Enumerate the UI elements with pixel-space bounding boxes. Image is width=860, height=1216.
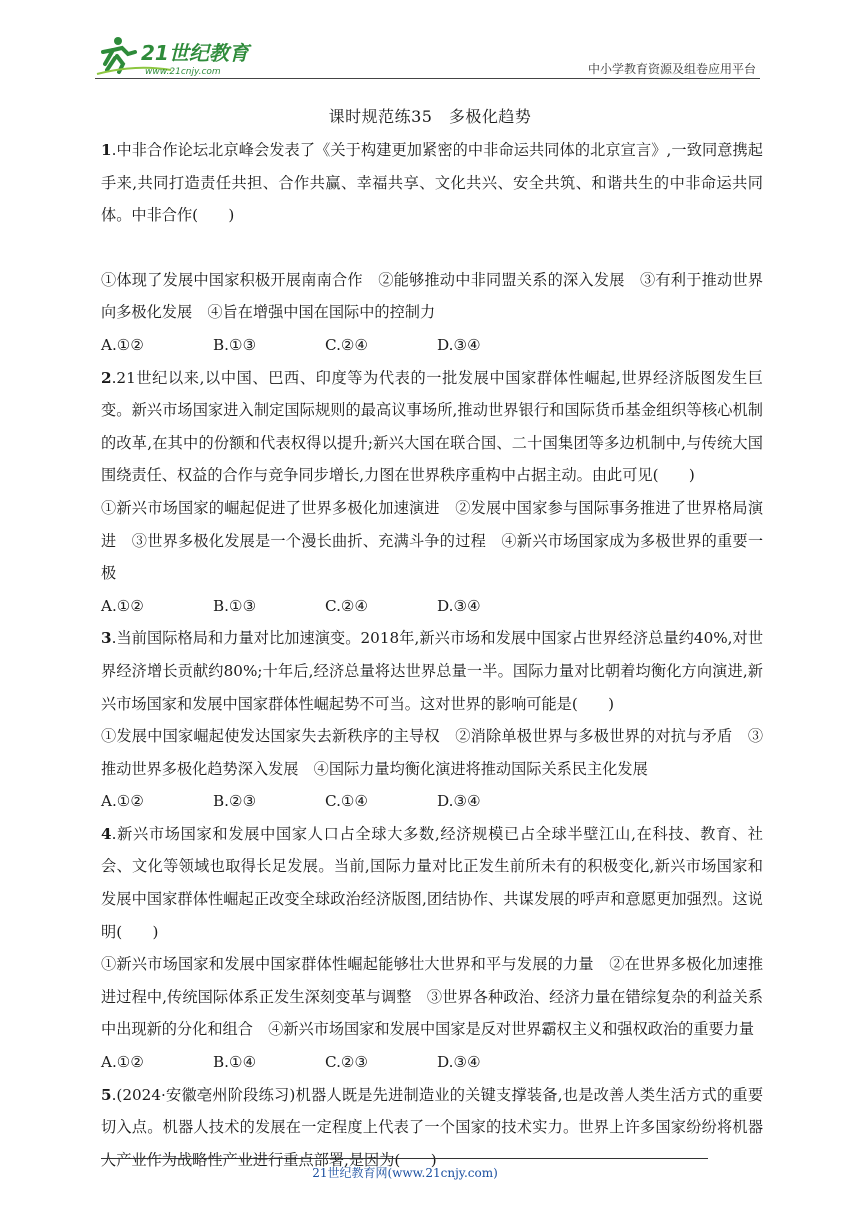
question-statements: ①体现了发展中国家积极开展南南合作 ②能够推动中非同盟关系的深入发展 ③有利于推动世界向多极化发展 ④旨在增强中国在国际中的控制力 bbox=[101, 270, 763, 322]
question-options bbox=[101, 329, 763, 362]
option-a: A.①② bbox=[101, 596, 145, 615]
svg-text:www.21cnjy.com: www.21cnjy.com bbox=[145, 67, 221, 77]
question-statements: ①新兴市场国家的崛起促进了世界多极化加速演进 ②发展中国家参与国际事务推进了世界格局演进 ③世界多极化发展是一个漫长曲折、充满斗争的过程 ④新兴市场国家成为多极世界的重要一极 bbox=[101, 498, 763, 583]
question-options bbox=[101, 1046, 763, 1079]
option-d: D.③④ bbox=[437, 596, 481, 615]
question-stem: 3.当前国际格局和力量对比加速演变。2018年,新兴市场和发展中国家占世界经济总量约40%,对世界经济增长贡献约80%;十年后,经济总量将达世界总量一半。国际力量对比朝着均衡化方向演进,新兴市场国家和发展中国家群体性崛起势不可当。这对世界的影响可能是( ) bbox=[101, 629, 763, 713]
svg-text:21世纪教育: 21世纪教育 bbox=[141, 41, 249, 65]
question-list bbox=[101, 134, 763, 1176]
page-header bbox=[95, 34, 760, 78]
option-c: C.②③ bbox=[325, 1053, 369, 1072]
question-options bbox=[101, 590, 763, 623]
logo-21cnjy bbox=[95, 34, 265, 78]
option-a: A.①② bbox=[101, 335, 145, 354]
question-statements: ①发展中国家崛起使发达国家失去新秩序的主导权 ②消除单极世界与多极世界的对抗与矛盾 ③推动世界多极化趋势深入发展 ④国际力量均衡化演进将推动国际关系民主化发展 bbox=[101, 727, 763, 778]
option-a: A.①② bbox=[101, 792, 145, 811]
question-stem: 4.新兴市场国家和发展中国家人口占全球大多数,经济规模已占全球半壁江山,在科技、教育、社会、文化等领域也取得长足发展。当前,国际力量对比正发生前所未有的积极变化,新兴市场国家和发展中国家群体性崛起正改变全球政治经济版图,团结协作、共谋发展的呼声和意愿更加强烈。这说明( ) bbox=[101, 824, 763, 941]
option-a: A.①② bbox=[101, 1053, 145, 1072]
page-title: 课时规范练35 多极化趋势 bbox=[328, 107, 532, 126]
option-d: D.③④ bbox=[437, 1053, 481, 1072]
option-c: C.①④ bbox=[325, 792, 369, 811]
option-d: D.③④ bbox=[437, 335, 481, 354]
platform-name: 中小学教育资源及组卷应用平台 bbox=[587, 62, 756, 76]
footer-source: 21世纪教育网(www.21cnjy.com) bbox=[312, 1166, 498, 1180]
option-c: C.②④ bbox=[325, 335, 369, 354]
option-d: D.③④ bbox=[437, 792, 481, 811]
option-c: C.②④ bbox=[325, 596, 369, 615]
question-options bbox=[101, 785, 763, 818]
question-stem: 1.中非合作论坛北京峰会发表了《关于构建更加紧密的中非命运共同体的北京宣言》,一致同意携起手来,共同打造责任共担、合作共赢、幸福共享、文化共兴、安全共筑、和谐共生的中非命运共同体。中非合作( ) bbox=[101, 141, 763, 225]
option-b: B.②③ bbox=[213, 792, 257, 811]
question-statements: ①新兴市场国家和发展中国家群体性崛起能够壮大世界和平与发展的力量 ②在世界多极化加速推进过程中,传统国际体系正发生深刻变革与调整 ③世界各种政治、经济力量在错综复杂的利益关系中出现新的分化和组合 ④新兴市场国家和发展中国家是反对世界霸权主义和强权政治的重要力量 bbox=[101, 955, 763, 1039]
header-divider bbox=[95, 78, 760, 79]
question-stem: 5.(2024·安徽亳州阶段练习)机器人既是先进制造业的关键支撑装备,也是改善人类生活方式的重要切入点。机器人技术的发展在一定程度上代表了一个国家的技术实力。世界上许多国家纷纷将机器人产业作为战略性产业进行重点部署,是因为( ) bbox=[101, 1085, 764, 1169]
question-stem: 2.21世纪以来,以中国、巴西、印度等为代表的一批发展中国家群体性崛起,世界经济版图发生巨变。新兴市场国家进入制定国际规则的最高议事场所,推动世界银行和国际货币基金组织等核心机制的改革,在其中的份额和代表权得以提升;新兴大国在联合国、二十国集团等多边机制中,与传统大国围绕责任、权益的合作与竞争同步增长,力图在世界秩序重构中占据主动。由此可见( ) bbox=[101, 368, 763, 485]
option-b: B.①④ bbox=[213, 1053, 257, 1072]
footer-divider bbox=[101, 1158, 708, 1159]
option-b: B.①③ bbox=[213, 335, 257, 354]
answer-gap bbox=[101, 232, 763, 264]
option-b: B.①③ bbox=[213, 596, 257, 615]
